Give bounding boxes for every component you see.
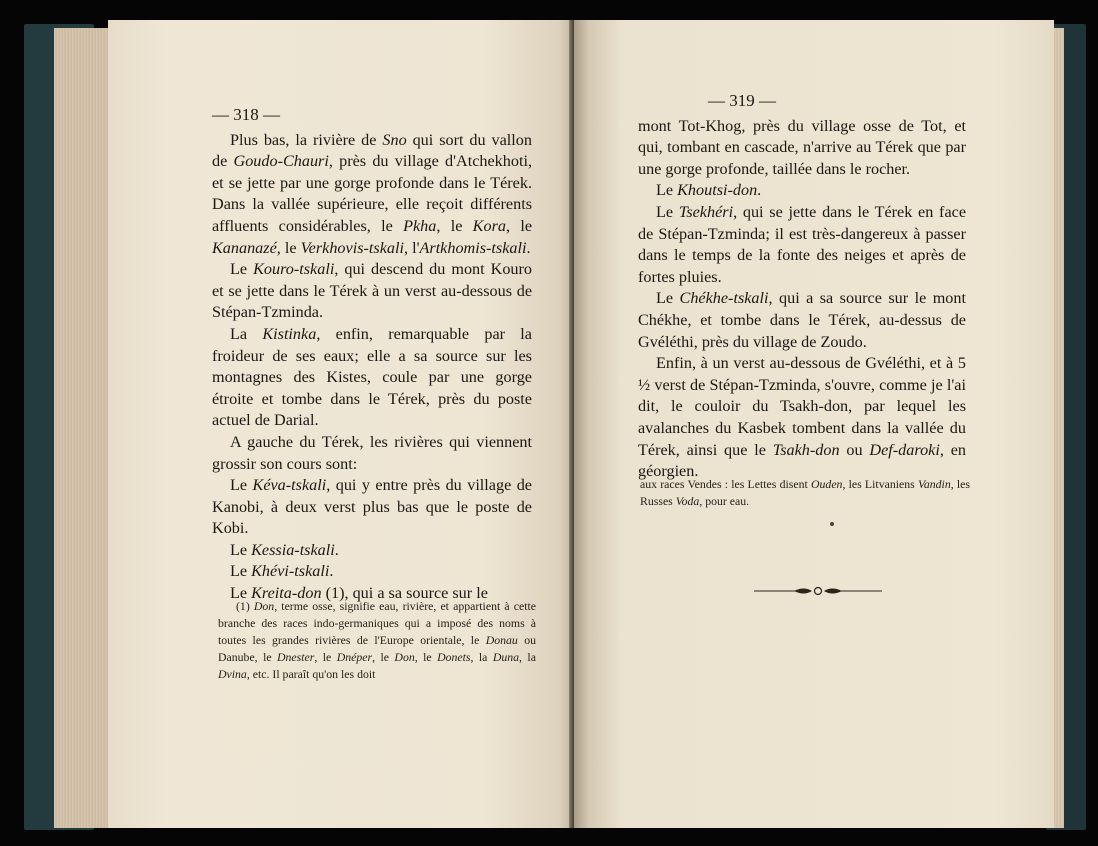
fleuron-ornament bbox=[754, 584, 882, 598]
paragraph: aux races Vendes : les Lettes disent Ouden, les Litvaniens Vandin, les Russes Voda, pour eau. bbox=[640, 477, 971, 508]
right-page-number: — 319 — bbox=[708, 91, 776, 110]
paragraph: Le Kreita-don (1), qui a sa source sur le bbox=[230, 584, 488, 603]
paragraph: La Kistinka, enfin, remarquable par la froideur de ses eaux; elle a sa source sur les montagnes des Kistes, coule par une gorge étroite et tombe dans le Térek, près du poste actuel de Darial. bbox=[212, 324, 532, 430]
left-page bbox=[108, 20, 578, 828]
right-footnote-text bbox=[640, 476, 970, 510]
paragraph: Le Chékhe-tskali, qui a sa source sur le mont Chékhe, et tombe dans le Térek, au-dessus de Gvéléthi, près du village de Zoudo. bbox=[638, 289, 966, 351]
paragraph: mont Tot-Khog, près du village osse de Tot, et qui, tombant en cascade, n'arrive au Térek que par une gorge profonde, taillée dans le rocher. bbox=[638, 116, 966, 178]
left-page-body bbox=[212, 104, 532, 605]
paragraph: Plus bas, la rivière de Sno qui sort du vallon de Goudo-Chauri, près du village d'Atchekhoti, et se jette par une gorge profonde dans le Térek. Dans la vallée supérieure, elle reçoit différents affluents considérables, le Pkha, le Kora, le Kananazé, le Verkhovis-tskali, l'Artkhomis-tskali. bbox=[212, 130, 532, 257]
ink-dot bbox=[830, 522, 834, 526]
right-page-paragraphs bbox=[638, 116, 966, 483]
left-page-number: — 318 — bbox=[212, 105, 280, 124]
right-footnote bbox=[640, 476, 970, 510]
open-book bbox=[14, 14, 1086, 836]
left-page-paragraphs bbox=[212, 130, 532, 605]
paragraph: Le Tsekhéri, qui se jette dans le Térek en face de Stépan-Tzminda; il est très-dangereux à passer dans le temps de la fonte des neiges et après de fortes pluies. bbox=[638, 202, 967, 286]
paragraph: Le Khévi-tskali. bbox=[230, 562, 334, 581]
paragraph: Le Kessia-tskali. bbox=[230, 540, 339, 559]
right-page bbox=[574, 20, 1054, 828]
left-footnote bbox=[218, 598, 536, 683]
paragraph: Le Khoutsi-don. bbox=[656, 181, 762, 200]
paragraph: (1) Don, terme osse, signifie eau, rivière, et appartient à cette branche des races indo-germaniques qui a imposé des noms à toutes les grandes rivières de l'Europe orientale, le Donau ou Danube, le Dnester, le Dnéper, le Don, le Donets, la Duna, la Dvina, etc. Il paraît qu'on les doit bbox=[218, 599, 536, 681]
paragraph: Le Kéva-tskali, qui y entre près du village de Kanobi, à deux verst plus bas que le poste de Kobi. bbox=[212, 476, 532, 538]
paragraph: Enfin, à un verst au-dessous de Gvéléthi, et à 5 ½ verst de Stépan-Tzminda, s'ouvre, comme je l'ai dit, le couloir du Tsakh-don, par lequel les avalanches du Kasbek tombent dans la vallée du Térek, ainsi que le Tsakh-don ou Def-daroki, en géorgien. bbox=[638, 354, 967, 481]
right-page-body bbox=[638, 90, 966, 483]
paragraph: Le Kouro-tskali, qui descend du mont Kouro et se jette dans le Térek à un verst au-dessous de Stépan-Tzminda. bbox=[212, 260, 532, 322]
paragraph: A gauche du Térek, les rivières qui viennent grossir son cours sont: bbox=[212, 432, 532, 473]
left-footnote-text bbox=[218, 598, 536, 683]
